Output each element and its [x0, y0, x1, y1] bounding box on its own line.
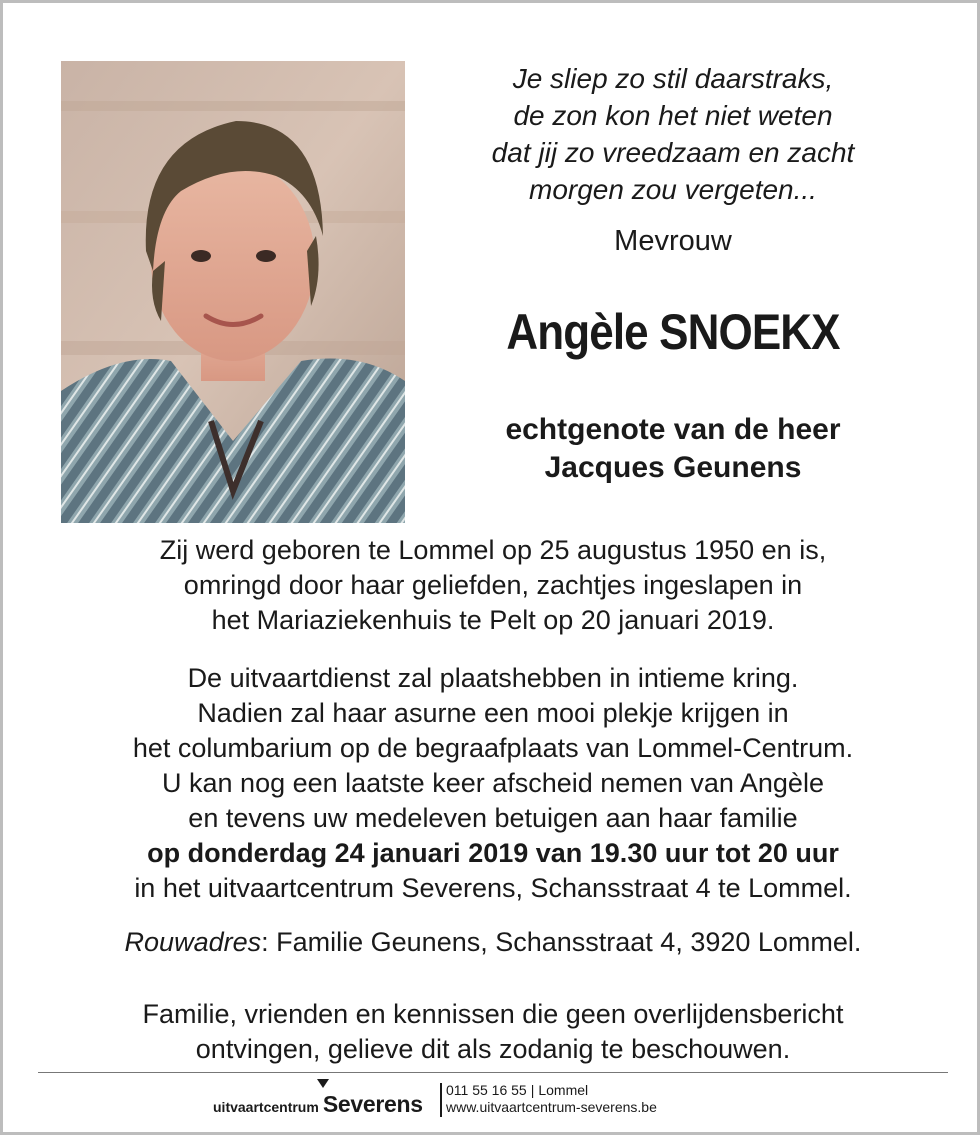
- brand-prefix: uitvaartcentrum: [213, 1099, 319, 1115]
- logo-triangle-icon: [317, 1079, 329, 1088]
- spouse-info: [400, 411, 946, 487]
- poem-line: de zon kon het niet weten: [513, 100, 833, 131]
- text-line: U kan nog een laatste keer afscheid nemen van Angèle: [162, 768, 824, 798]
- text-line: omringd door haar geliefden, zachtjes ingeslapen in: [183, 570, 803, 600]
- text-line: het Mariaziekenhuis te Pelt op 20 januari 2019.: [211, 605, 775, 635]
- birth-paragraph: [23, 533, 963, 638]
- poem-line: morgen zou vergeten...: [529, 174, 817, 205]
- town: Lommel: [538, 1082, 589, 1098]
- contact-info: [446, 1082, 657, 1116]
- text-line: De uitvaartdienst zal plaatshebben in intieme kring.: [187, 663, 799, 693]
- funeral-home-logo: [213, 1091, 423, 1118]
- website-link[interactable]: www.uitvaartcentrum-severens.be: [446, 1099, 657, 1115]
- closing-paragraph: [23, 997, 963, 1067]
- text-line: ontvingen, gelieve dit als zodanig te beschouwen.: [195, 1034, 791, 1064]
- portrait-photo: [61, 61, 405, 523]
- separator: |: [530, 1082, 535, 1098]
- visitation-time: op donderdag 24 januari 2019 van 19.30 uur tot 20 uur: [147, 838, 839, 868]
- honorific-title: Mevrouw: [614, 225, 732, 257]
- text-line: Familie, vrienden en kennissen die geen overlijdensbericht: [142, 999, 844, 1029]
- deceased-name: Angèle SNOEKX: [506, 304, 840, 360]
- footer-divider: [38, 1072, 948, 1073]
- poem-line: Je sliep zo stil daarstraks,: [512, 63, 834, 94]
- brand-name: Severens: [322, 1091, 423, 1117]
- mourning-address-value: : Familie Geunens, Schansstraat 4, 3920 Lommel.: [261, 927, 862, 957]
- text-line: Zij werd geboren te Lommel op 25 augustus 1950 en is,: [159, 535, 827, 565]
- mourning-address-label: Rouwadres: [124, 927, 262, 957]
- mourning-address: [23, 925, 963, 960]
- poem-line: dat jij zo vreedzaam en zacht: [491, 137, 855, 168]
- portrait-illustration: [61, 61, 405, 523]
- visitation-location: in het uitvaartcentrum Severens, Schansstraat 4 te Lommel.: [134, 873, 852, 903]
- text-line: het columbarium op de begraafplaats van Lommel-Centrum.: [132, 733, 854, 763]
- funeral-home-footer: [213, 1079, 773, 1129]
- spouse-name: Jacques Geunens: [544, 451, 802, 484]
- text-line: en tevens uw medeleven betuigen aan haar familie: [188, 803, 798, 833]
- vertical-divider: [440, 1083, 442, 1117]
- service-paragraph: [23, 661, 963, 906]
- spouse-relation: echtgenote van de heer: [505, 413, 841, 446]
- memorial-poem: [423, 60, 923, 208]
- phone-number: 011 55 16 55: [446, 1082, 527, 1098]
- text-line: Nadien zal haar asurne een mooi plekje krijgen in: [197, 698, 789, 728]
